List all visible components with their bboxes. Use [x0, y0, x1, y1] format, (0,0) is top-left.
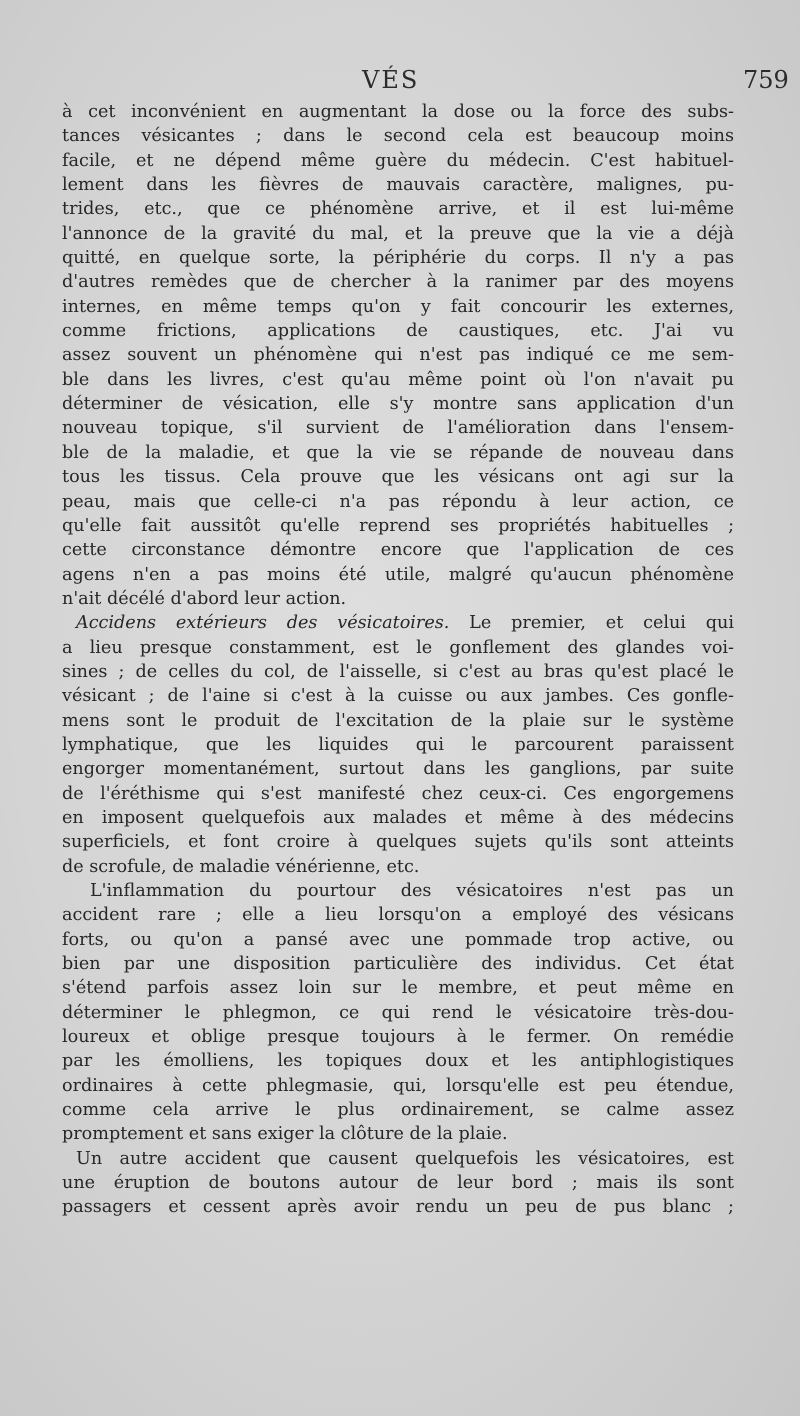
text-line: bien par une disposition particulière des individus. Cet état [62, 954, 734, 975]
text-line: trides, etc., que ce phénomène arrive, et il est lui-même [62, 199, 734, 220]
text-line: comme cela arrive le plus ordinairement, se calme assez [62, 1100, 734, 1121]
text-line [62, 611, 734, 635]
text-line: vésicant ; de l'aine si c'est à la cuisse ou aux jambes. Ces gonfle- [62, 686, 734, 707]
text-line: tances vésicantes ; dans le second cela est beaucoup moins [62, 126, 734, 147]
text-line: Un autre accident que causent quelquefois les vésicatoires, est [76, 1148, 734, 1169]
text-line: de scrofule, de maladie vénérienne, etc. [62, 856, 420, 877]
text-line: peau, mais que celle-ci n'a pas répondu à leur action, ce [62, 491, 734, 512]
text-line: facile, et ne dépend même guère du médecin. C'est habituel- [62, 150, 734, 171]
running-head: VÉS [362, 66, 420, 94]
text-line: qu'elle fait aussitôt qu'elle reprend ses propriétés habituelles ; [62, 515, 734, 536]
text-line: par les émolliens, les topiques doux et les antiphlogistiques [62, 1051, 734, 1072]
text-line: sines ; de celles du col, de l'aisselle, si c'est au bras qu'est placé le [62, 661, 734, 682]
text-line: n'ait décélé d'abord leur action. [62, 588, 347, 609]
text-line: s'étend parfois assez loin sur le membre, et peut même en [62, 978, 734, 999]
text-line: lement dans les fièvres de mauvais caractère, malignes, pu- [62, 175, 734, 196]
text-line: déterminer de vésication, elle s'y montre sans application d'un [62, 394, 734, 415]
paragraph-4 [62, 1147, 734, 1220]
text-line: comme frictions, applications de caustiques, etc. J'ai vu [62, 321, 734, 342]
text-line: agens n'en a pas moins été utile, malgré qu'aucun phénomène [62, 564, 734, 585]
text-line: à cet inconvénient en augmentant la dose ou la force des subs- [62, 102, 734, 122]
text-line: forts, ou qu'on a pansé avec une pommade trop active, ou [62, 929, 734, 950]
text-line: internes, en même temps qu'on y fait concourir les externes, [62, 296, 734, 317]
text-line: une éruption de boutons autour de leur bord ; mais ils sont [62, 1173, 734, 1194]
text-line: accident rare ; elle a lieu lorsqu'on a employé des vésicans [62, 905, 734, 926]
text-line: tous les tissus. Cela prouve que les vésicans ont agi sur la [62, 467, 734, 488]
body-text [62, 100, 734, 1220]
text-line: assez souvent un phénomène qui n'est pas indiqué ce me sem- [62, 345, 734, 366]
text-line: promptement et sans exiger la clôture de la plaie. [62, 1124, 508, 1145]
paragraph-2 [62, 611, 734, 879]
text-line: nouveau topique, s'il survient de l'amélioration dans l'ensem- [62, 418, 734, 439]
section-heading: Accidens extérieurs des vésicatoires. [76, 613, 450, 634]
page-number: 759 [743, 66, 789, 94]
paragraph-3 [62, 879, 734, 1147]
text-line: loureux et oblige presque toujours à le fermer. On remédie [62, 1027, 734, 1048]
text-line: ordinaires à cette phlegmasie, qui, lorsqu'elle est peu étendue, [62, 1075, 734, 1096]
heading-continuation: Le premier, et celui qui [449, 613, 734, 634]
page-header [0, 66, 800, 102]
text-line: a lieu presque constamment, est le gonflement des glandes voi- [62, 637, 734, 658]
text-line: d'autres remèdes que de chercher à la ranimer par des moyens [62, 272, 734, 293]
text-line: l'annonce de la gravité du mal, et la preuve que la vie a déjà [62, 223, 734, 244]
text-line: superficiels, et font croire à quelques sujets qu'ils sont atteints [62, 832, 734, 853]
text-line: en imposent quelquefois aux malades et même à des médecins [62, 807, 734, 828]
text-line: lymphatique, que les liquides qui le parcourent paraissent [62, 734, 734, 755]
text-line: quitté, en quelque sorte, la périphérie du corps. Il n'y a pas [62, 248, 734, 269]
text-line: cette circonstance démontre encore que l'application de ces [62, 540, 734, 561]
text-line: passagers et cessent après avoir rendu un peu de pus blanc ; [62, 1197, 734, 1218]
text-line: mens sont le produit de l'excitation de la plaie sur le système [62, 710, 734, 731]
text-line: ble dans les livres, c'est qu'au même point où l'on n'avait pu [62, 369, 734, 390]
text-line: de l'éréthisme qui s'est manifesté chez ceux-ci. Ces engorgemens [62, 783, 734, 804]
text-line: ble de la maladie, et que la vie se répande de nouveau dans [62, 442, 734, 463]
text-line: L'inflammation du pourtour des vésicatoires n'est pas un [90, 881, 734, 901]
paragraph-1 [62, 100, 734, 611]
text-line: déterminer le phlegmon, ce qui rend le vésicatoire très-dou- [62, 1002, 734, 1023]
text-line: engorger momentanément, surtout dans les ganglions, par suite [62, 759, 734, 780]
